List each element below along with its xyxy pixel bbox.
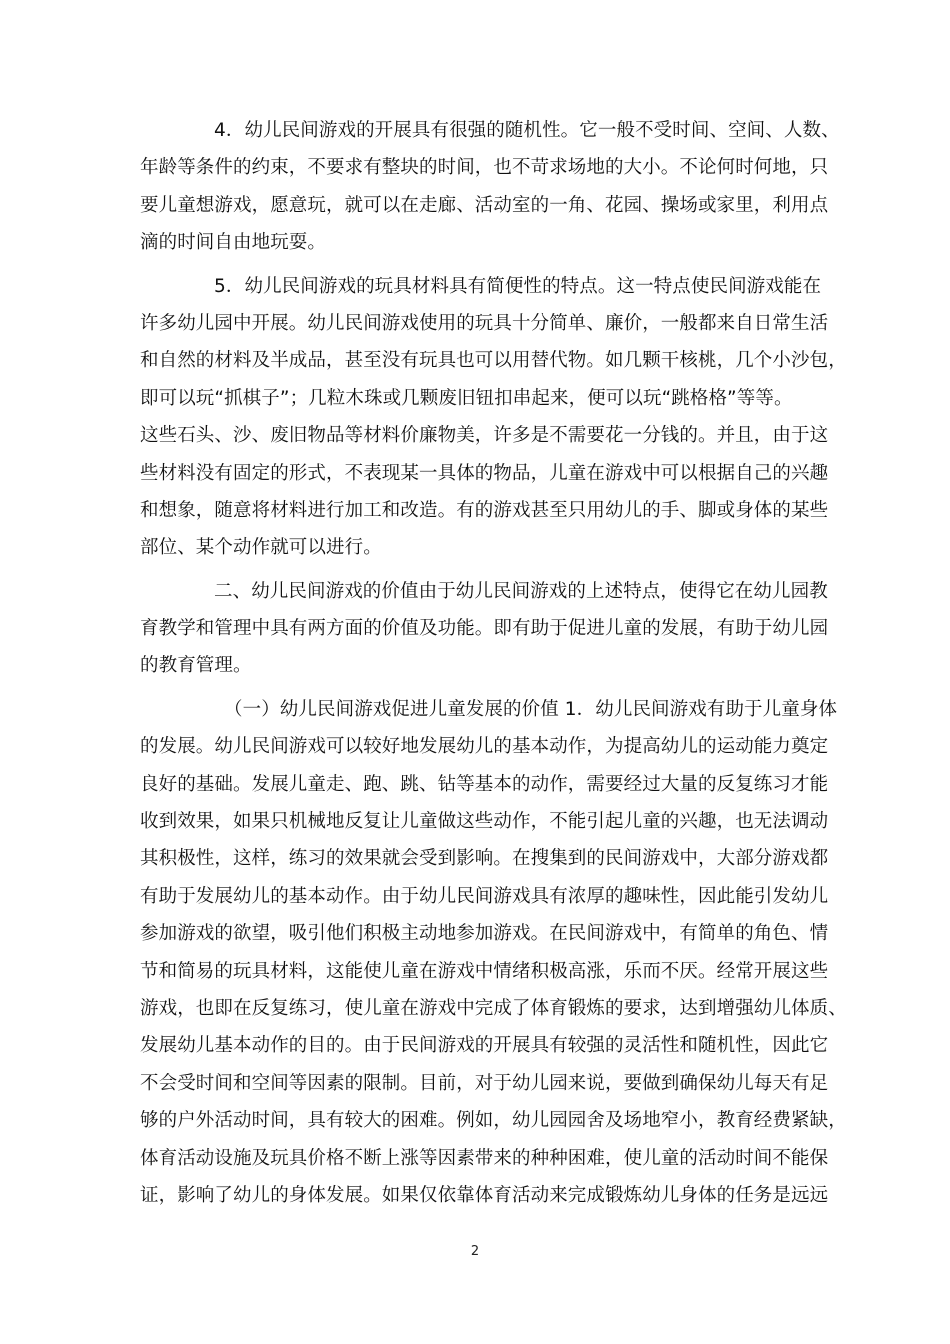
paragraph-line: 和自然的材料及半成品，甚至没有玩具也可以用替代物。如几颗干核桃，几个小沙包， xyxy=(140,350,847,372)
paragraph-line: 参加游戏的欲望，吸引他们积极主动地参加游戏。在民间游戏中，有简单的角色、情 xyxy=(140,923,829,945)
paragraph-line: 游戏，也即在反复练习，使儿童在游戏中完成了体育锻炼的要求，达到增强幼儿体质、 xyxy=(140,997,847,1019)
paragraph-line: 有助于发展幼儿的基本动作。由于幼儿民间游戏具有浓厚的趣味性，因此能引发幼儿 xyxy=(140,885,829,907)
paragraph-line: 体育活动设施及玩具价格不断上涨等因素带来的种种困难，使儿童的活动时间不能保 xyxy=(140,1147,829,1169)
paragraph-line: 许多幼儿园中开展。幼儿民间游戏使用的玩具十分简单、廉价，一般都来自日常生活 xyxy=(140,312,829,334)
paragraph-toy-materials xyxy=(140,268,847,567)
paragraph-line: （一）幼儿民间游戏促进儿童发展的价值 1．幼儿民间游戏有助于儿童身体 xyxy=(224,698,838,720)
paragraph-line: 够的户外活动时间，具有较大的困难。例如，幼儿园园舍及场地窄小，教育经费紧缺， xyxy=(140,1110,847,1132)
paragraph-line: 5．幼儿民间游戏的玩具材料具有简便性的特点。这一特点使民间游戏能在 xyxy=(214,275,822,297)
paragraph-line: 育教学和管理中具有两方面的价值及功能。即有助于促进儿童的发展，有助于幼儿园 xyxy=(140,618,829,640)
paragraph-line: 4．幼儿民间游戏的开展具有很强的随机性。它一般不受时间、空间、人数、 xyxy=(214,120,840,141)
paragraph-line: 和想象，随意将材料进行加工和改造。有的游戏甚至只用幼儿的手、脚或身体的某些 xyxy=(140,499,829,521)
paragraph-line: 发展幼儿基本动作的目的。由于民间游戏的开展具有较强的灵活性和随机性，因此它 xyxy=(140,1035,829,1057)
paragraph-randomness xyxy=(140,112,840,262)
paragraph-line: 其积极性，这样，练习的效果就会受到影响。在搜集到的民间游戏中，大部分游戏都 xyxy=(140,848,829,870)
paragraph-line: 二、幼儿民间游戏的价值由于幼儿民间游戏的上述特点，使得它在幼儿园教 xyxy=(214,580,828,602)
paragraph-line: 良好的基础。发展儿童走、跑、跳、钻等基本的动作，需要经过大量的反复练习才能 xyxy=(140,773,829,795)
paragraph-line: 的发展。幼儿民间游戏可以较好地发展幼儿的基本动作，为提高幼儿的运动能力奠定 xyxy=(140,736,829,758)
page-number: 2 xyxy=(470,1244,480,1259)
paragraph-line: 滴的时间自由地玩耍。 xyxy=(140,232,327,254)
paragraph-line: 要儿童想游戏，愿意玩，就可以在走廊、活动室的一角、花园、操场或家里，利用点 xyxy=(140,194,829,216)
paragraph-line: 这些石头、沙、废旧物品等材料价廉物美，许多是不需要花一分钱的。并且，由于这 xyxy=(140,425,829,447)
paragraph-line: 些材料没有固定的形式，不表现某一具体的物品，儿童在游戏中可以根据自己的兴趣 xyxy=(140,462,829,484)
paragraph-line: 的教育管理。 xyxy=(140,655,252,677)
paragraph-line: 即可以玩“抓棋子”；几粒木珠或几颗废旧钮扣串起来，便可以玩“跳格格”等等。 xyxy=(140,387,793,409)
paragraph-line: 年龄等条件的约束，不要求有整块的时间，也不苛求场地的大小。不论何时何地，只 xyxy=(140,157,829,179)
paragraph-child-development xyxy=(140,691,847,1214)
paragraph-line: 部位、某个动作就可以进行。 xyxy=(140,537,382,559)
paragraph-line: 不会受时间和空间等因素的限制。目前，对于幼儿园来说，要做到确保幼儿每天有足 xyxy=(140,1072,829,1094)
paragraph-game-value xyxy=(140,573,829,685)
paragraph-line: 节和简易的玩具材料，这能使儿童在游戏中情绪积极高涨，乐而不厌。经常开展这些 xyxy=(140,960,829,982)
paragraph-line: 收到效果，如果只机械地反复让儿童做这些动作，不能引起儿童的兴趣，也无法调动 xyxy=(140,811,829,833)
paragraph-line: 证，影响了幼儿的身体发展。如果仅依靠体育活动来完成锻炼幼儿身体的任务是远远 xyxy=(140,1184,829,1206)
document-body xyxy=(140,112,847,1220)
